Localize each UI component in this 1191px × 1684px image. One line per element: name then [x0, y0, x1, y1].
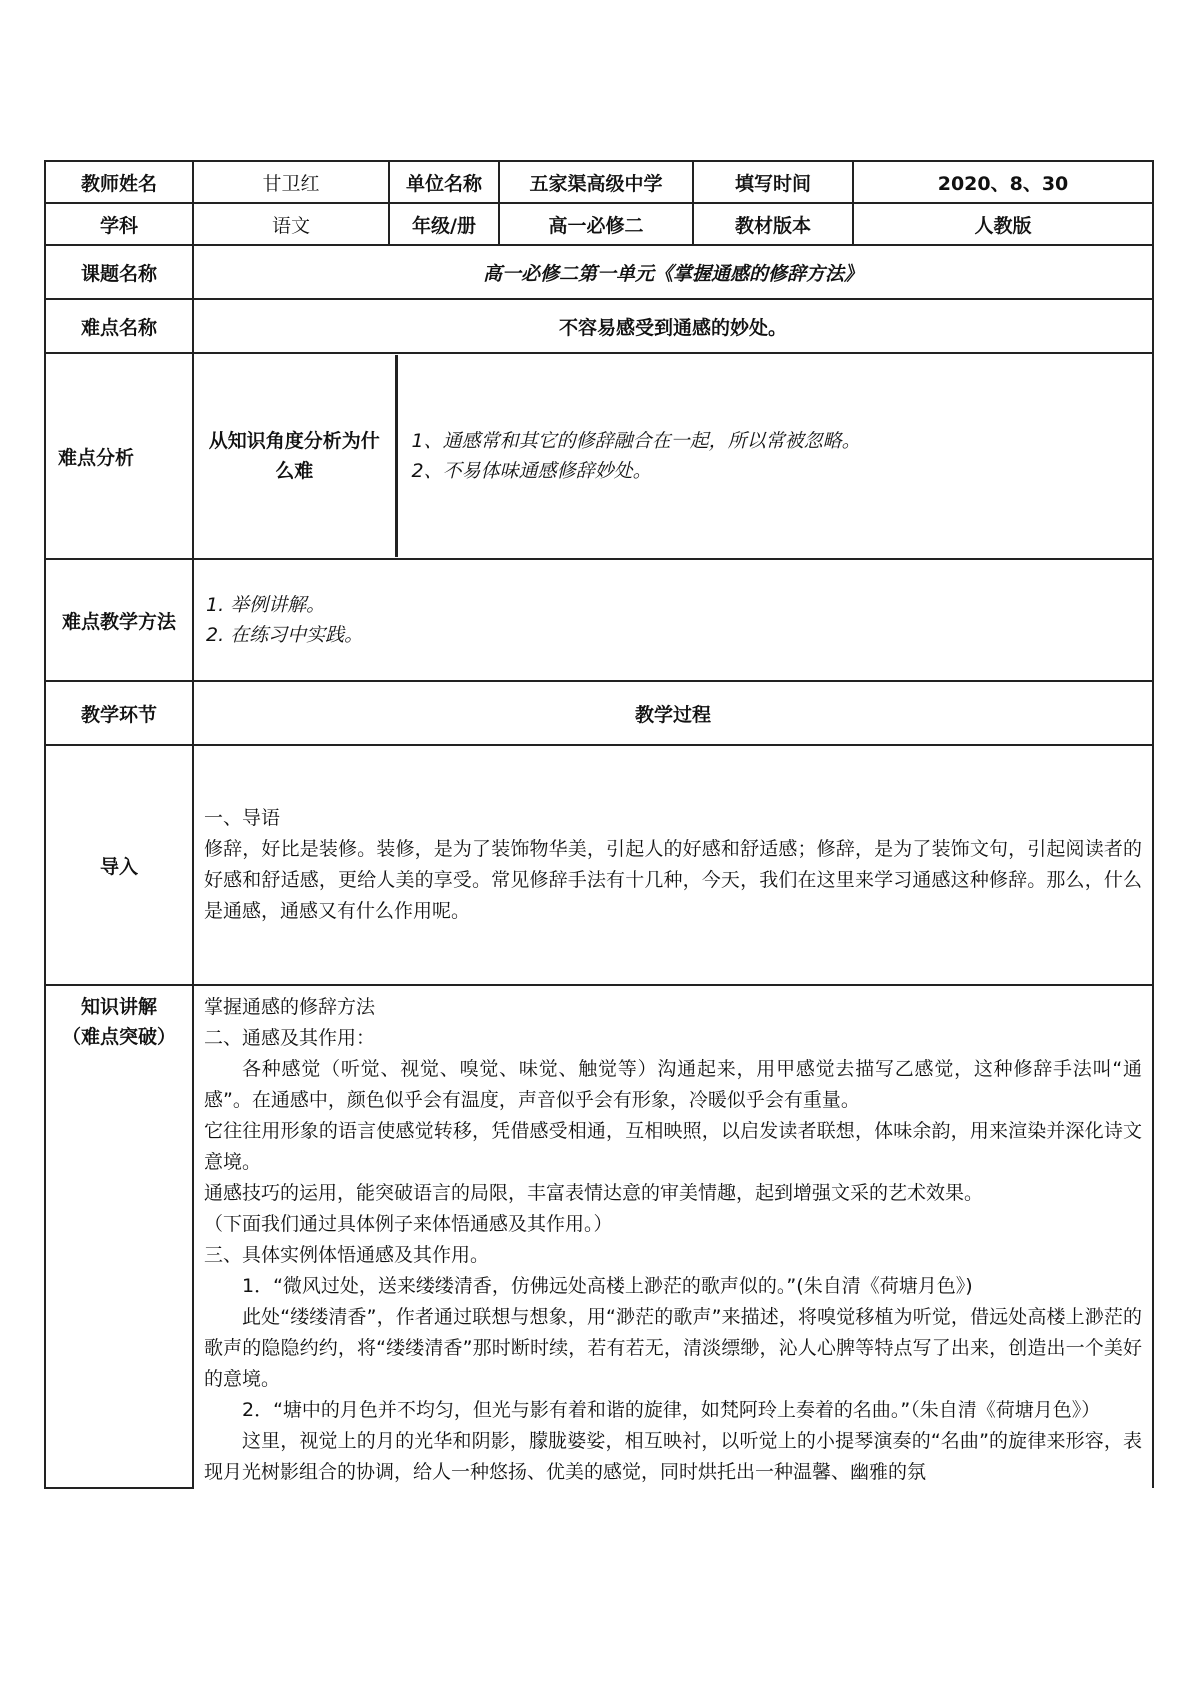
- teacher-name-value: 甘卫红: [193, 161, 389, 203]
- intro-content: [194, 803, 1152, 927]
- paragraph: 各种感觉（听觉、视觉、嗅觉、味觉、触觉等）沟通起来，用甲感觉去描写乙感觉，这种修辞手法叫“通感”。在通感中，颜色似乎会有温度，声音似乎会有形象，冷暖似乎会有重量。: [204, 1058, 1142, 1111]
- process-section-value: 教学过程: [193, 681, 1153, 745]
- example-quote: 1．“微风过处，送来缕缕清香，仿佛远处高楼上渺茫的歌声似的。”(朱自清《荷塘月色》): [242, 1275, 973, 1297]
- intro-heading: 一、导语: [204, 807, 281, 829]
- difficulty-row: [45, 299, 1153, 353]
- lesson-plan-table: [44, 160, 1154, 1489]
- difficulty-value: 不容易感受到通感的妙处。: [193, 299, 1153, 353]
- knowledge-label-line1: 知识讲解: [80, 996, 157, 1018]
- teacher-name-label: 教师姓名: [45, 161, 193, 203]
- analysis-label: 难点分析: [45, 353, 193, 559]
- knowledge-label-line2: （难点突破）: [61, 1026, 176, 1048]
- analysis-sub-label: 从知识角度分析为什么难: [194, 355, 396, 557]
- difficulty-label: 难点名称: [45, 299, 193, 353]
- paragraph: 此处“缕缕清香”，作者通过联想与想象，用“渺茫的歌声”来描述，将嗅觉移植为听觉，借远处高楼上渺茫的歌声的隐隐约约，将“缕缕清香”那时断时续，若有若无，清淡缥缈，沁人心脾等特点写了出来，创造出一个美好的意境。: [204, 1306, 1142, 1390]
- subject-value: 语文: [193, 203, 389, 245]
- analysis-row: [45, 353, 1153, 559]
- subject-label: 学科: [45, 203, 193, 245]
- topic-value: 高一必修二第一单元《掌握通感的修辞方法》: [193, 245, 1153, 299]
- paragraph: 这里，视觉上的月的光华和阴影，朦胧婆娑，相互映衬，以听觉上的小提琴演奏的“名曲”的旋律来形容，表现月光树影组合的协调，给人一种悠扬、优美的感觉，同时烘托出一种温馨、幽雅的氛: [204, 1430, 1142, 1483]
- textbook-label: 教材版本: [693, 203, 853, 245]
- process-section-label: 教学环节: [45, 681, 193, 745]
- analysis-inner: [194, 355, 1152, 557]
- grade-value: 高一必修二: [499, 203, 693, 245]
- intro-text: 修辞，好比是装修。装修，是为了装饰物华美，引起人的好感和舒适感；修辞，是为了装饰文句，引起阅读者的好感和舒适感，更给人美的享受。常见修辞手法有十几种，今天，我们在这里来学习通感这种修辞。那么，什么是通感，通感又有什么作用呢。: [204, 838, 1142, 922]
- paragraph: （下面我们通过具体例子来体悟通感及其作用。）: [204, 1213, 613, 1235]
- lesson-plan-page: [44, 160, 1152, 1489]
- unit-name-label: 单位名称: [389, 161, 499, 203]
- list-item: 2. 在练习中实践。: [206, 624, 364, 646]
- paragraph: 它往往用形象的语言使感觉转移，凭借感受相通，互相映照，以启发读者联想，体味余韵，用来渲染并深化诗文意境。: [204, 1120, 1142, 1173]
- textbook-value: 人教版: [853, 203, 1153, 245]
- paragraph: 通感技巧的运用，能突破语言的局限，丰富表情达意的审美情趣，起到增强文采的艺术效果。: [204, 1182, 984, 1204]
- list-item: 1. 举例讲解。: [206, 594, 326, 616]
- section-heading: 三、具体实例体悟通感及其作用。: [204, 1244, 490, 1266]
- knowledge-content: [194, 986, 1152, 1488]
- method-list: [194, 590, 1152, 650]
- grade-label: 年级/册: [389, 203, 499, 245]
- analysis-list: [398, 426, 1153, 486]
- fill-date-value: 2020、8、30: [853, 161, 1153, 203]
- method-row: [45, 559, 1153, 681]
- intro-label: 导入: [45, 745, 193, 985]
- knowledge-row: [45, 985, 1153, 1488]
- unit-name-value: 五家渠高级中学: [499, 161, 693, 203]
- knowledge-label: [45, 985, 193, 1488]
- header-row-1: [45, 161, 1153, 203]
- knowledge-title: 掌握通感的修辞方法: [204, 996, 376, 1018]
- fill-date-label: 填写时间: [693, 161, 853, 203]
- list-item: 2、不易体味通感修辞妙处。: [411, 460, 652, 482]
- list-item: 1、通感常和其它的修辞融合在一起，所以常被忽略。: [411, 430, 861, 452]
- section-heading: 二、通感及其作用：: [204, 1027, 376, 1049]
- header-row-2: [45, 203, 1153, 245]
- topic-row: [45, 245, 1153, 299]
- process-header-row: [45, 681, 1153, 745]
- method-label: 难点教学方法: [45, 559, 193, 681]
- topic-label: 课题名称: [45, 245, 193, 299]
- intro-row: [45, 745, 1153, 985]
- example-quote: 2．“塘中的月色并不均匀，但光与影有着和谐的旋律，如梵阿玲上奏着的名曲。”（朱自清《荷塘月色》）: [242, 1399, 1101, 1421]
